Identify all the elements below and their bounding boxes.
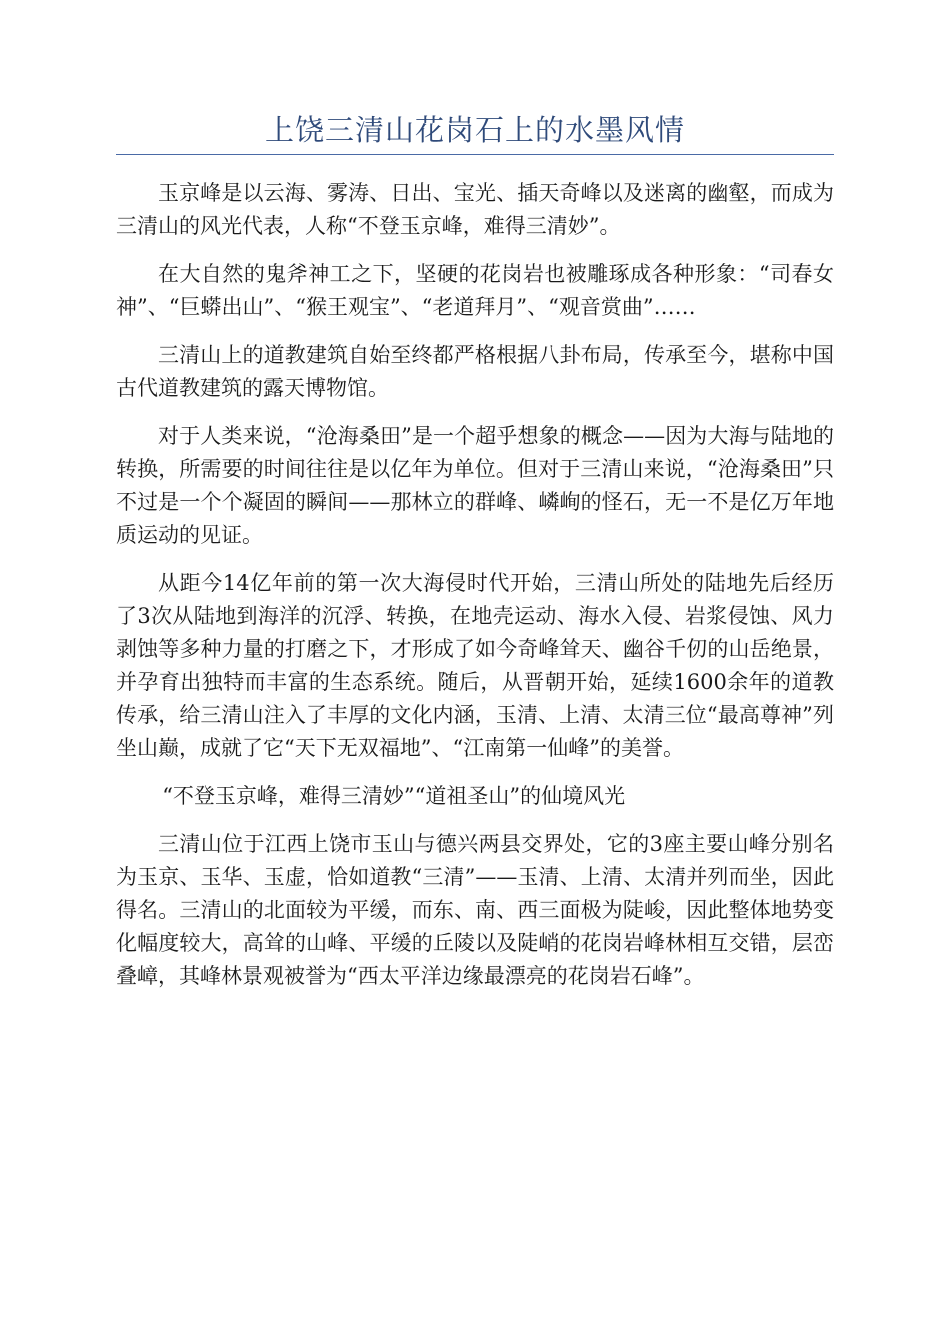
document-page bbox=[116, 108, 834, 1008]
paragraph-sea-and-land: 对于人类来说，“沧海桑田”是一个超乎想象的概念——因为大海与陆地的转换，所需要的时间往往是以亿年为单位。但对于三清山来说，“沧海桑田”只不过是一个个凝固的瞬间——那林立的群峰、嶙峋的怪石，无一不是亿万年地质运动的见证。 bbox=[116, 424, 834, 547]
paragraph-granite-shapes: 在大自然的鬼斧神工之下，坚硬的花岗岩也被雕琢成各种形象：“司春女神”、“巨蟒出山”、“猴王观宝”、“老道拜月”、“观音赏曲”…… bbox=[116, 262, 834, 319]
document-body bbox=[116, 177, 834, 993]
section-subheading: “不登玉京峰，难得三清妙”“道祖圣山”的仙境风光 bbox=[162, 784, 626, 808]
document-title: 上饶三清山花岗石上的水墨风情 bbox=[116, 108, 834, 155]
paragraph-yujing-peak: 玉京峰是以云海、雾涛、日出、宝光、插天奇峰以及迷离的幽壑，而成为三清山的风光代表，人称“不登玉京峰，难得三清妙”。 bbox=[116, 181, 834, 238]
paragraph-taoist-architecture: 三清山上的道教建筑自始至终都严格根据八卦布局，传承至今，堪称中国古代道教建筑的露天博物馆。 bbox=[116, 343, 834, 400]
paragraph-geologic-history: 从距今14亿年前的第一次大海侵时代开始，三清山所处的陆地先后经历了3次从陆地到海洋的沉浮、转换，在地壳运动、海水入侵、岩浆侵蚀、风力剥蚀等多种力量的打磨之下，才形成了如今奇峰耸天、幽谷千仞的山岳绝景，并孕育出独特而丰富的生态系统。随后，从晋朝开始，延续1600余年的道教传承，给三清山注入了丰厚的文化内涵，玉清、上清、太清三位“最高尊神”列坐山巅，成就了它“天下无双福地”、“江南第一仙峰”的美誉。 bbox=[116, 571, 834, 760]
paragraph-location: 三清山位于江西上饶市玉山与德兴两县交界处，它的3座主要山峰分别名为玉京、玉华、玉虚，恰如道教“三清”——玉清、上清、太清并列而坐，因此得名。三清山的北面较为平缓，而东、南、西三面极为陡峻，因此整体地势变化幅度较大，高耸的山峰、平缓的丘陵以及陡峭的花岗岩峰林相互交错，层峦叠嶂，其峰林景观被誉为“西太平洋边缘最漂亮的花岗岩石峰”。 bbox=[116, 832, 834, 988]
